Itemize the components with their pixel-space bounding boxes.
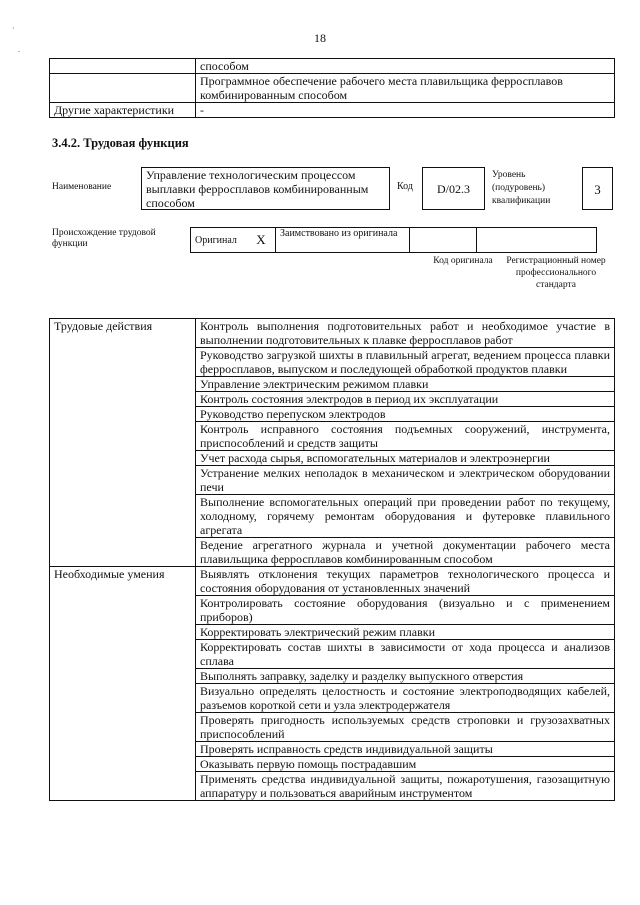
item-cell: Устранение мелких неполадок в механическом и электрическом оборудовании печи — [196, 466, 615, 495]
table-row — [50, 567, 615, 596]
section-title-cell: Необходимые умения — [50, 567, 196, 801]
table-row — [50, 103, 615, 118]
original-mark: X — [247, 228, 276, 253]
code-original-cell — [410, 228, 477, 253]
item-cell: Управление электрическим режимом плавки — [196, 377, 615, 392]
table-cell: Программное обеспечение рабочего места плавильщика ферросплавов комбинированным способом — [196, 74, 615, 103]
item-cell: Выполнять заправку, заделку и разделку выпускного отверстия — [196, 669, 615, 684]
table-row — [50, 319, 615, 348]
item-cell: Ведение агрегатного журнала и учетной документации рабочего места плавильщика ферросплавов комбинированным способом — [196, 538, 615, 567]
item-cell: Проверять пригодность используемых средств строповки и грузозахватных приспособлений — [196, 713, 615, 742]
item-cell: Выполнение вспомогательных операций при проведении работ по текущему, холодному, горячему ремонтам оборудования и футеровке плавильного агрегата — [196, 495, 615, 538]
level-label: Уровень (подуровень) квалификации — [492, 170, 551, 206]
item-cell: Контролировать состояние оборудования (визуально и с применением приборов) — [196, 596, 615, 625]
table-row — [50, 74, 615, 103]
section-title-cell: Трудовые действия — [50, 319, 196, 567]
item-cell: Контроль выполнения подготовительных работ и необходимое участие в выполнении подготовительных к плавке ферросплавов работ — [196, 319, 615, 348]
item-cell: Применять средства индивидуальной защиты, пожаротушения, газозащитную аппаратуру и пользоваться аварийным инструментом — [196, 772, 615, 801]
table-cell: Другие характеристики — [50, 103, 196, 118]
level-value-box: 3 — [582, 167, 613, 210]
reg-number-cell — [477, 228, 597, 253]
function-name-box: Управление технологическим процессом выплавки ферросплавов комбинированным способом — [141, 167, 390, 210]
borrowed-label: Заимствовано из оригинала — [276, 228, 410, 253]
item-cell: Руководство загрузкой шихты в плавильный агрегат, ведением процесса плавки ферросплавов, выпуском и последующей обработкой продуктов плавки — [196, 348, 615, 377]
item-cell: Контроль состояния электродов в период их эксплуатации — [196, 392, 615, 407]
original-label: Оригинал — [191, 228, 248, 253]
item-cell: Корректировать электрический режим плавки — [196, 625, 615, 640]
table-cell — [50, 59, 196, 74]
reg-number-label: Регистрационный номер профессионального стандарта — [506, 256, 606, 290]
main-table — [49, 318, 615, 801]
margin-mark: . — [18, 45, 20, 54]
table-cell: способом — [196, 59, 615, 74]
item-cell: Учет расхода сырья, вспомогательных материалов и электроэнергии — [196, 451, 615, 466]
table-row — [50, 59, 615, 74]
code-original-label: Код оригинала — [433, 256, 493, 266]
item-cell: Проверять исправность средств индивидуальной защиты — [196, 742, 615, 757]
function-code-box: D/02.3 — [422, 167, 485, 210]
table-row — [191, 228, 597, 253]
name-label: Наименование — [52, 182, 112, 192]
origin-table — [190, 227, 597, 253]
table-cell — [50, 74, 196, 103]
item-cell: Оказывать первую помощь пострадавшим — [196, 757, 615, 772]
item-cell: Выявлять отклонения текущих параметров технологического процесса и состояния оборудования от установленных значений — [196, 567, 615, 596]
item-cell: Контроль исправного состояния подъемных сооружений, инструмента, приспособлений и средств защиты — [196, 422, 615, 451]
top-table — [49, 58, 615, 118]
item-cell: Визуально определять целостность и состояние электроподводящих кабелей, разъемов короткой сети и узла электродержателя — [196, 684, 615, 713]
item-cell: Корректировать состав шихты в зависимости от хода процесса и анализов сплава — [196, 640, 615, 669]
origin-label: Происхождение трудовой функции — [52, 228, 156, 249]
table-cell: - — [196, 103, 615, 118]
page-number: 18 — [314, 31, 326, 45]
margin-mark: · — [12, 24, 15, 33]
item-cell: Руководство перепуском электродов — [196, 407, 615, 422]
section-heading: 3.4.2. Трудовая функция — [52, 136, 189, 150]
code-label: Код — [397, 181, 413, 192]
